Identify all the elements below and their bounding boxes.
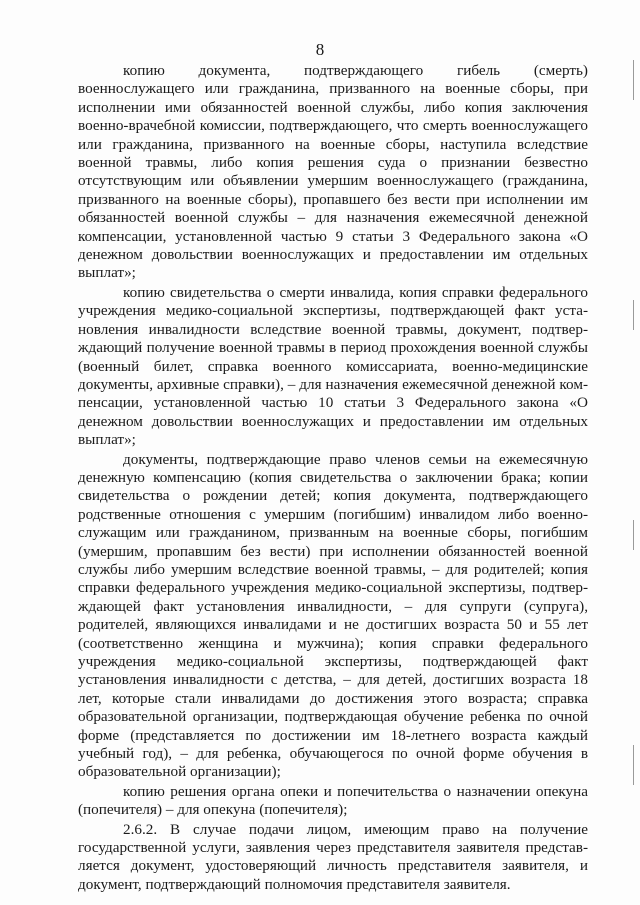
paragraph-death-documents: копию документа, подтверждающего гибель (смерть) военнослужащего или гражданина, призванного на военные сборы, при исполнении ими обязанностей военной службы, либо копия заключения военно-врачебной комиссии, подтверждающего, что смерть военнослужащего или гражданина, призванного на военные сборы, наступила вследствие военной травмы, либо копия решения суда о признании безвестно отсутствующим или объявлении умершим военнослужащего (гражданина, призванного на военные сборы), пропавшего без вести при исполнении им обязанностей военной службы – для назначения ежемесячной денежной компенсации, установленной частью 9 статьи 3 Федерального закона «О денежном довольствии военнослужащих и предоставлении им отдельных выплат»; <box>78 62 588 282</box>
scan-edge-mark <box>633 60 634 100</box>
scan-edge-mark <box>633 520 634 550</box>
scan-edge-mark <box>633 745 634 785</box>
paragraph-guardian-documents: копию решения органа опеки и попечительства о назначении опекуна (попечителя) – для опекуна (попечителя); <box>78 782 588 819</box>
paragraph-disability-documents: копию свидетельства о смерти инвалида, копия справки федерального учреждения медико-социальной экспертизы, подтверждающей факт установления инвалидности вследствие военной травмы, документ, подтверждающий получение военной травмы в период прохождения военной службы (военный билет, справка военного комиссариата, военно-медицинские документы, архивные справки), – для назначения ежемесячной денежной компенсации, установленной частью 10 статьи 3 Федерального закона «О денежном довольствии военнослужащих и предоставлении им отдельных выплат»; <box>78 283 588 449</box>
document-body <box>78 62 588 895</box>
scan-edge-mark <box>633 300 634 330</box>
page-number: 8 <box>315 40 325 59</box>
paragraph-section-2-6-2: 2.6.2. В случае подачи лицом, имеющим право на получение государственной услуги, заявления через представителя заявителя представляется документ, удостоверяющий личность представителя заявителя, и документ, подтверждающий полномочия представителя заявителя. <box>78 820 588 893</box>
paragraph-family-documents: документы, подтверждающие право членов семьи на ежемесячную денежную компенсацию (копия свидетельства о заключении брака; копии свидетельства о рождении детей; копия документа, подтверждающего родственные отношения с умершим (погибшим) инвалидом либо военнослужащим или гражданином, призванным на военные сборы, погибшим (умершим, пропавшим без вести) при исполнении обязанностей военной службы либо умершим вследствие военной травмы, – для родителей; копия справки федерального учреждения медико-социальной экспертизы, подтверждающей факт установления инвалидности, – для супруги (супруга), родителей, являющихся инвалидами и не достигших возраста 50 и 55 лет (соответственно женщина и мужчина); копия справки федерального учреждения медико-социальной экспертизы, подтверждающей факт установления инвалидности с детства, – для детей, достигших возраста 18 лет, которые стали инвалидами до достижения этого возраста; справка образовательной организации, подтверждающая обучение ребенка по очной форме (представляется по достижении им 18-летнего возраста каждый учебный год), – для ребенка, обучающегося по очной форме обучения в образовательной организации); <box>78 450 588 781</box>
